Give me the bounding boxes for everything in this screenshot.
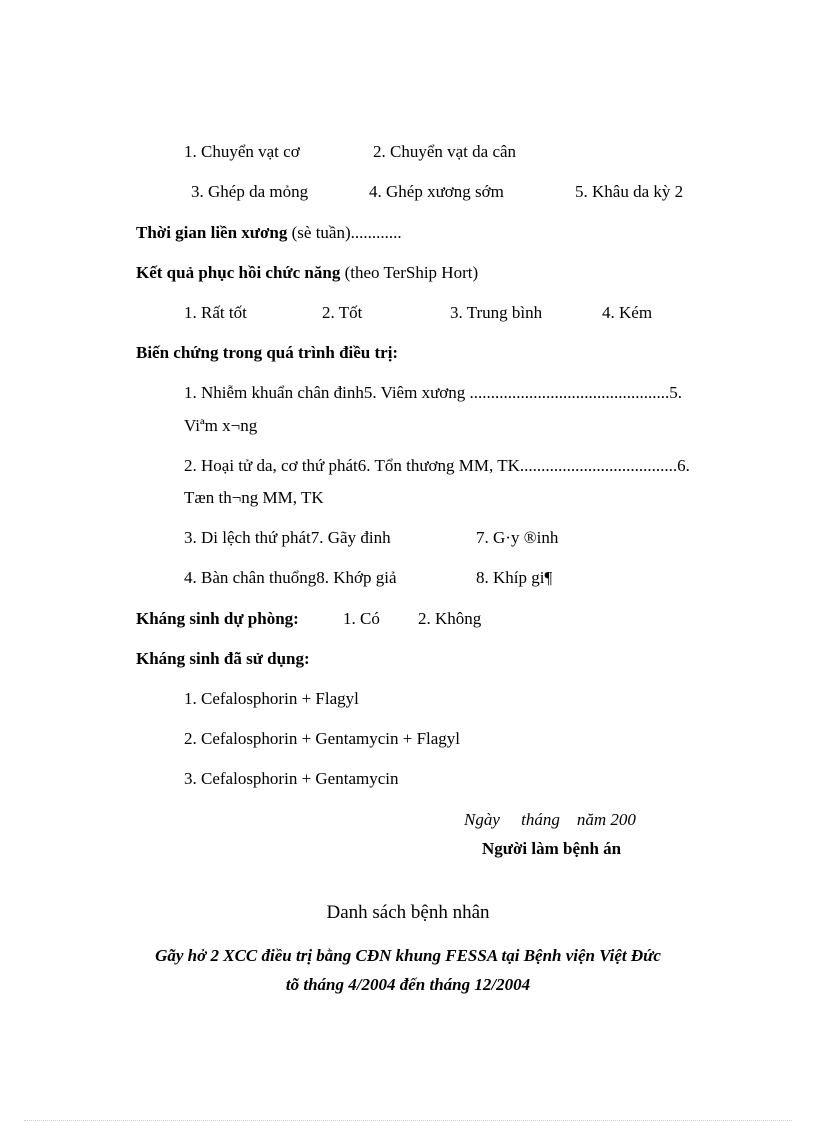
result-option-4: 4. Kém	[602, 303, 653, 322]
surgery-option-1: 1. Chuyển vạt cơ	[184, 142, 300, 161]
result-option-2: 2. Tốt	[322, 303, 363, 322]
functional-result-line	[136, 263, 478, 283]
prophylactic-option-2: 2. Không	[418, 609, 482, 628]
antibiotic-item-3: 3. Cefalosphorin + Gentamycin	[184, 769, 399, 788]
result-option-3: 3. Trung bình	[450, 303, 543, 322]
patient-list-subtitle-line2: tõ tháng 4/2004 đến tháng 12/2004	[285, 975, 531, 994]
complication-item-3-extra: 7. G·y ®inh	[476, 528, 559, 547]
signature-signer: Người làm bệnh án	[482, 839, 622, 858]
healing-time-label: Thời gian liền xương	[136, 223, 288, 242]
prophylactic-option-1: 1. Có	[343, 609, 380, 628]
page-bottom-border	[24, 1120, 792, 1121]
surgery-option-2: 2. Chuyển vạt da cân	[373, 142, 517, 161]
result-option-1: 1. Rất tốt	[184, 303, 247, 322]
antibiotic-item-2: 2. Cefalosphorin + Gentamycin + Flagyl	[184, 729, 461, 748]
prophylactic-label: Kháng sinh dự phòng:	[136, 609, 299, 628]
complication-item-4-extra: 8. Khíp gi¶	[476, 568, 553, 587]
complication-item-1-line2: Viªm x¬ng	[184, 416, 258, 435]
surgery-option-4: 4. Ghép xương sớm	[369, 182, 504, 201]
complication-item-2-line2: Tæn th¬ng MM, TK	[184, 488, 324, 507]
complications-label: Biến chứng trong quá trình điều trị:	[136, 343, 399, 362]
healing-time-line	[136, 223, 402, 243]
patient-list-title: Danh sách bệnh nhân	[326, 902, 490, 923]
signature-date: Ngày tháng năm 200	[464, 810, 636, 829]
complication-item-2-line1: 2. Hoại tử da, cơ thứ phát6. Tổn thương MM, TK.....................................6.	[184, 456, 690, 475]
healing-time-suffix: (sè tuần)............	[287, 223, 402, 242]
complication-item-1-line1: 1. Nhiễm khuẩn chân đinh5. Viêm xương ...............................................5.	[184, 383, 683, 402]
complication-item-3: 3. Di lệch thứ phát7. Gãy đinh	[184, 528, 391, 547]
surgery-option-3: 3. Ghép da mỏng	[191, 182, 309, 201]
surgery-option-5: 5. Khâu da kỳ 2	[575, 182, 684, 201]
complication-item-4: 4. Bàn chân thuổng8. Khớp giả	[184, 568, 397, 587]
patient-list-subtitle-line1: Gãy hở 2 XCC điều trị bằng CĐN khung FESSA tại Bệnh viện Việt Đức	[155, 946, 661, 965]
functional-result-suffix: (theo TerShip Hort)	[340, 263, 479, 282]
antibiotics-used-label: Kháng sinh đã sử dụng:	[136, 649, 310, 668]
functional-result-label: Kết quả phục hồi chức năng	[136, 263, 341, 282]
antibiotic-item-1: 1. Cefalosphorin + Flagyl	[184, 689, 359, 708]
